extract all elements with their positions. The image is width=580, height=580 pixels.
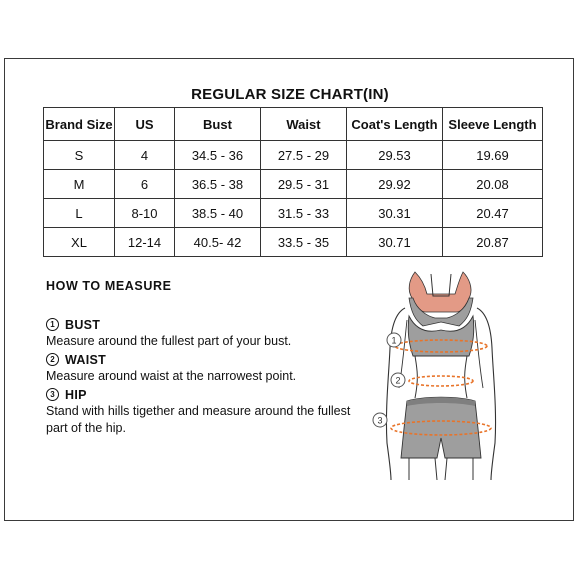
header-brand-size: Brand Size [44, 108, 115, 141]
cell-brand-size: XL [44, 228, 115, 257]
header-us: US [115, 108, 175, 141]
number-2-icon: 2 [46, 353, 59, 366]
shorts-garment [401, 397, 481, 458]
bust-label: BUST [65, 317, 101, 332]
how-to-measure-heading: HOW TO MEASURE [46, 279, 172, 293]
cell-sleeve-length: 20.87 [443, 228, 543, 257]
cell-waist: 31.5 - 33 [261, 199, 347, 228]
header-coat-length: Coat's Length [347, 108, 443, 141]
table-header-row [44, 108, 543, 141]
marker-3-icon [373, 413, 387, 427]
cell-bust: 40.5- 42 [175, 228, 261, 257]
cell-bust: 36.5 - 38 [175, 170, 261, 199]
cell-us: 12-14 [115, 228, 175, 257]
cell-coat-length: 30.31 [347, 199, 443, 228]
cell-sleeve-length: 19.69 [443, 141, 543, 170]
cell-brand-size: S [44, 141, 115, 170]
waist-label: WAIST [65, 352, 107, 367]
number-3-icon: 3 [46, 388, 59, 401]
table-row [44, 228, 543, 257]
cell-waist: 27.5 - 29 [261, 141, 347, 170]
cell-coat-length: 29.92 [347, 170, 443, 199]
cell-coat-length: 30.71 [347, 228, 443, 257]
header-sleeve-length: Sleeve Length [443, 108, 543, 141]
header-bust: Bust [175, 108, 261, 141]
chart-title: REGULAR SIZE CHART(IN) [191, 86, 389, 103]
svg-text:1: 1 [391, 335, 397, 346]
cell-us: 6 [115, 170, 175, 199]
hip-heading [46, 387, 366, 404]
svg-text:2: 2 [395, 375, 401, 386]
marker-1-icon [387, 333, 401, 347]
cell-bust: 38.5 - 40 [175, 199, 261, 228]
header-waist: Waist [261, 108, 347, 141]
waist-measure-line [409, 376, 473, 386]
hair-icon [409, 272, 471, 312]
cell-us: 4 [115, 141, 175, 170]
cell-us: 8-10 [115, 199, 175, 228]
marker-2-icon [391, 373, 405, 387]
waist-heading [46, 352, 366, 369]
table-row [44, 170, 543, 199]
how-to-measure [46, 278, 366, 438]
cell-waist: 29.5 - 31 [261, 170, 347, 199]
size-table [43, 107, 543, 257]
cell-sleeve-length: 20.08 [443, 170, 543, 199]
cell-brand-size: L [44, 199, 115, 228]
cell-coat-length: 29.53 [347, 141, 443, 170]
cell-waist: 33.5 - 35 [261, 228, 347, 257]
number-1-icon: 1 [46, 318, 59, 331]
body-measurement-figure [365, 268, 515, 480]
cell-bust: 34.5 - 36 [175, 141, 261, 170]
table-row [44, 141, 543, 170]
waist-instruction: Measure around waist at the narrowest point. [46, 369, 297, 383]
bust-instruction: Measure around the fullest part of your bust. [46, 334, 292, 348]
hip-instruction: Stand with hills tigether and measure around the fullest part of the hip. [46, 404, 351, 435]
hip-label: HIP [65, 387, 87, 402]
cell-brand-size: M [44, 170, 115, 199]
bust-heading [46, 317, 366, 334]
cell-sleeve-length: 20.47 [443, 199, 543, 228]
table-row [44, 199, 543, 228]
svg-text:3: 3 [377, 415, 383, 426]
